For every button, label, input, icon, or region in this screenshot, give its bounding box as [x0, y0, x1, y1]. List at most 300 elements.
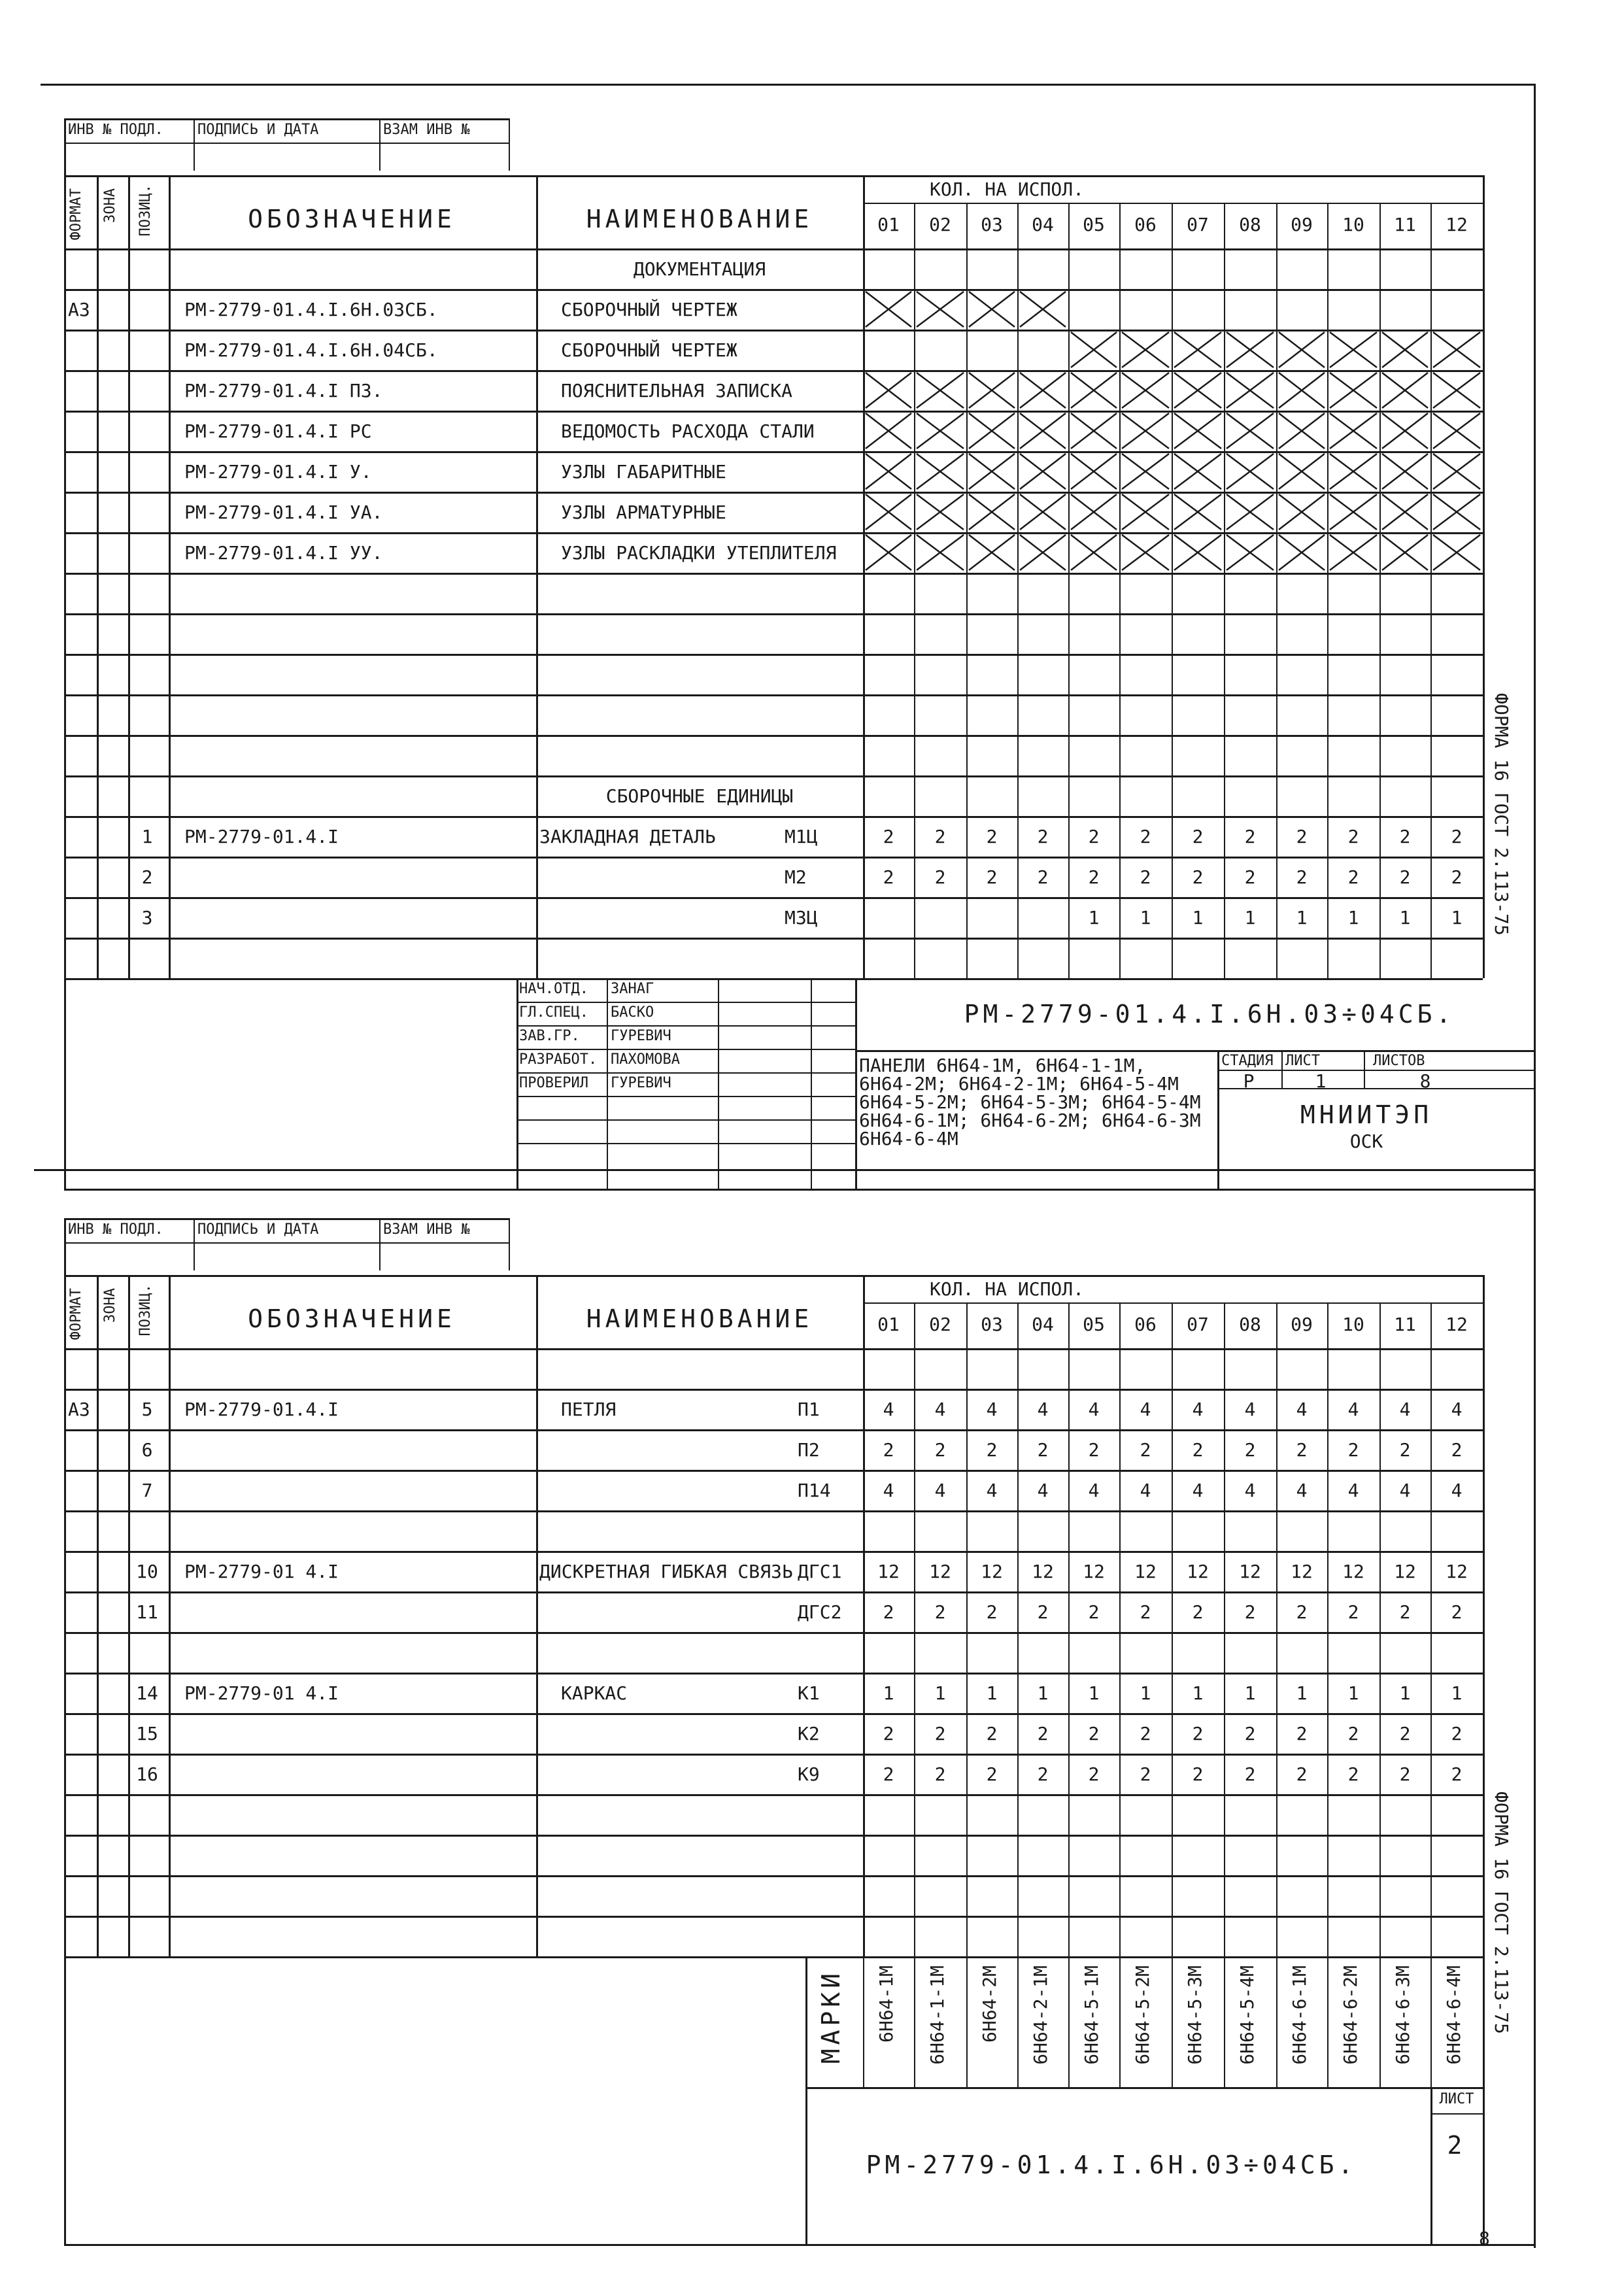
row-poz: 2 [141, 866, 153, 888]
col-vline [1119, 1348, 1121, 1956]
tb-row [516, 1049, 855, 1050]
qty-cell: 2 [934, 1439, 946, 1461]
marki-vline [1068, 1956, 1070, 2087]
table-row [64, 694, 1483, 696]
left-border [64, 978, 66, 1189]
row-name: ДИСКРЕТНАЯ ГИБКАЯ СВЯЗЬ [539, 1561, 793, 1582]
table-vline [863, 1348, 865, 1956]
qty-cell: 2 [1192, 1723, 1204, 1744]
qty-cell: 2 [1399, 1723, 1411, 1744]
qty-cell: 2 [1140, 866, 1151, 888]
col-vline [966, 1348, 968, 1956]
cross-mark [1379, 370, 1430, 411]
cross-mark [1172, 370, 1224, 411]
col-vline [1430, 203, 1432, 248]
tb-list-label: ЛИСТ [1285, 1053, 1320, 1069]
stamp-top [64, 118, 509, 120]
qty-cell: 2 [1296, 1439, 1308, 1461]
stamp-mid [64, 1242, 509, 1244]
table-row [64, 978, 1483, 980]
left-border [64, 1956, 66, 2244]
marki-vline [1172, 1956, 1173, 2087]
tb-description-line: 6Н64-2М; 6Н64-2-1М; 6Н64-5-4М [859, 1073, 1179, 1095]
row-format: А3 [68, 299, 90, 320]
cross-mark [1172, 411, 1224, 451]
header-col-04: 04 [1032, 1314, 1054, 1335]
qty-cell: 12 [929, 1561, 951, 1582]
cross-mark [1327, 370, 1379, 411]
tb-listov: 8 [1419, 1070, 1431, 1092]
kol-divider [863, 203, 1483, 204]
table-vline [1483, 248, 1485, 978]
col-vline [914, 248, 915, 978]
qty-cell: 1 [1347, 907, 1359, 928]
cross-mark [1224, 370, 1276, 411]
row-mark: П14 [798, 1480, 831, 1501]
row-mark: П2 [798, 1439, 820, 1461]
section-assembly-units: СБОРОЧНЫЕ ЕДИНИЦЫ [605, 785, 794, 807]
table-row [64, 1429, 1483, 1431]
cross-mark [1276, 532, 1327, 573]
table-row [64, 1673, 1483, 1674]
col-vline [1172, 1302, 1173, 1348]
table-row [64, 1510, 1483, 1512]
tb-vline [718, 978, 719, 1189]
qty-cell: 2 [1088, 1723, 1100, 1744]
marki-label: МАРКИ [817, 1969, 845, 2064]
tb-row [1217, 1088, 1534, 1089]
tb-org-sub: ОСК [1349, 1130, 1383, 1152]
stamp-div [194, 118, 195, 171]
qty-cell: 2 [1399, 826, 1411, 847]
doc-name: УЗЛЫ ГАБАРИТНЫЕ [561, 461, 726, 483]
header-naimenovanie: НАИМЕНОВАНИЕ [586, 205, 813, 233]
table-row [64, 1348, 1483, 1350]
header-col-12: 12 [1446, 1314, 1468, 1335]
marka-2: 6Н64-1-1М [926, 1965, 948, 2065]
col-vline [914, 203, 915, 248]
qty-cell: 2 [883, 826, 894, 847]
tb-list: 1 [1315, 1070, 1327, 1092]
tb-description-line: 6Н64-6-4М [859, 1128, 958, 1149]
qty-cell: 2 [1347, 1439, 1359, 1461]
doc-name: ВЕДОМОСТЬ РАСХОДА СТАЛИ [561, 420, 815, 442]
cross-mark [966, 451, 1017, 492]
tb-description-line: 6Н64-5-2М; 6Н64-5-3М; 6Н64-5-4М [859, 1091, 1201, 1113]
qty-cell: 2 [1088, 1439, 1100, 1461]
table-vline [169, 1348, 171, 1956]
row-mark: ДГС2 [798, 1601, 842, 1623]
qty-cell: 2 [1347, 866, 1359, 888]
tb-description-line: ПАНЕЛИ 6Н64-1М, 6Н64-1-1М, [859, 1055, 1146, 1076]
cross-mark [863, 532, 914, 573]
table-vline [64, 248, 66, 978]
qty-cell: 2 [1192, 1601, 1204, 1623]
header-col-02: 02 [929, 1314, 951, 1335]
tb-name: ГУРЕВИЧ [611, 1028, 671, 1044]
stamp-div [379, 118, 381, 171]
col-vline [1068, 1348, 1070, 1956]
table-row [64, 1835, 1483, 1837]
header-poz: ПОЗИЦ. [137, 1284, 154, 1336]
col-vline [1379, 1302, 1381, 1348]
table-vline [1483, 1348, 1485, 1956]
cross-mark [863, 451, 914, 492]
qty-cell: 1 [1399, 907, 1411, 928]
table-row [64, 816, 1483, 818]
cross-mark [1430, 492, 1483, 532]
tb-description-line: 6Н64-6-1М; 6Н64-6-2М; 6Н64-6-3М [859, 1110, 1201, 1131]
tb-name: ПАХОМОВА [611, 1051, 680, 1068]
cross-mark [1224, 492, 1276, 532]
cross-mark [914, 532, 966, 573]
row-mark: К9 [798, 1763, 820, 1785]
qty-cell: 1 [1140, 1682, 1151, 1704]
table-row [64, 289, 1483, 291]
qty-cell: 4 [1088, 1399, 1100, 1420]
qty-cell: 4 [1347, 1399, 1359, 1420]
qty-cell: 2 [883, 1439, 894, 1461]
qty-cell: 2 [986, 1763, 998, 1785]
cross-mark [1068, 370, 1119, 411]
header-vline [863, 175, 865, 248]
side-form-label: ФОРМА 16 ГОСТ 2.113-75 [1491, 1792, 1512, 2034]
stamp-div [509, 1218, 510, 1270]
marka-4: 6Н64-2-1М [1030, 1965, 1051, 2065]
tb-row [516, 1143, 855, 1144]
table-row [64, 1591, 1483, 1593]
tb-vline [811, 978, 812, 1189]
list-label: ЛИСТ [1439, 2091, 1474, 2107]
col-vline [1224, 1302, 1225, 1348]
tb-mid [855, 1050, 1534, 1052]
table-vline [536, 248, 538, 978]
qty-cell: 4 [1140, 1399, 1151, 1420]
cross-mark [1327, 330, 1379, 370]
cross-mark [1068, 451, 1119, 492]
cross-mark [1379, 451, 1430, 492]
qty-cell: 2 [1451, 866, 1463, 888]
row-poz: 6 [141, 1439, 153, 1461]
qty-cell: 2 [1399, 1763, 1411, 1785]
marka-6: 6Н64-5-2М [1132, 1965, 1153, 2065]
header-col-06: 06 [1134, 1314, 1157, 1335]
doc-designation: РМ-2779-01.4.I УА. [184, 502, 383, 523]
cross-mark [966, 370, 1017, 411]
col-vline [1068, 203, 1070, 248]
qty-cell: 2 [1140, 826, 1151, 847]
header-col-08: 08 [1239, 1314, 1261, 1335]
qty-cell: 2 [1140, 1439, 1151, 1461]
col-vline [1276, 1302, 1277, 1348]
qty-cell: 1 [1296, 907, 1308, 928]
qty-cell: 2 [1347, 1723, 1359, 1744]
cross-mark [1276, 451, 1327, 492]
header-kol-na-ispol: КОЛ. НА ИСПОЛ. [929, 1278, 1085, 1300]
qty-cell: 2 [883, 866, 894, 888]
qty-cell: 2 [1296, 826, 1308, 847]
header-poz: ПОЗИЦ. [137, 184, 154, 237]
doc-designation: РМ-2779-01.4.I РС [184, 420, 372, 442]
cross-mark [1379, 411, 1430, 451]
col-vline [1379, 203, 1381, 248]
header-col-07: 07 [1187, 1314, 1209, 1335]
qty-cell: 1 [883, 1682, 894, 1704]
qty-cell: 4 [883, 1480, 894, 1501]
cross-mark [1119, 532, 1172, 573]
table-row [64, 1916, 1483, 1918]
col-vline [1276, 1348, 1277, 1956]
table-row [64, 775, 1483, 777]
header-zona: ЗОНА [102, 1288, 118, 1323]
col-vline [1172, 203, 1173, 248]
tb-role: ГЛ.СПЕЦ. [519, 1004, 588, 1021]
row-poz: 11 [136, 1601, 158, 1623]
qty-cell: 12 [877, 1561, 900, 1582]
qty-cell: 2 [1140, 1763, 1151, 1785]
header-col-01: 01 [877, 1314, 900, 1335]
stamp-mid [64, 143, 509, 144]
marki-vline [1276, 1956, 1277, 2087]
col-vline [1017, 203, 1019, 248]
qty-cell: 2 [1296, 1601, 1308, 1623]
qty-cell: 2 [883, 1723, 894, 1744]
qty-cell: 2 [986, 826, 998, 847]
qty-cell: 2 [1451, 1723, 1463, 1744]
stamp-div [379, 1218, 381, 1270]
table-row [64, 897, 1483, 899]
qty-cell: 2 [1347, 1763, 1359, 1785]
row-poz: 16 [136, 1763, 158, 1785]
table-row [64, 1875, 1483, 1877]
doc-designation: РМ-2779-01.4.I.6Н.04СБ. [184, 339, 438, 361]
marka-12: 6Н64-6-4М [1443, 1965, 1464, 2065]
cross-mark [914, 451, 966, 492]
qty-cell: 2 [1192, 1439, 1204, 1461]
cross-mark [1017, 492, 1068, 532]
header-vline [97, 175, 99, 248]
qty-cell: 2 [1244, 826, 1256, 847]
marki-vline [863, 1956, 864, 2087]
qty-cell: 12 [1083, 1561, 1105, 1582]
qty-cell: 2 [1244, 1723, 1256, 1744]
qty-cell: 1 [1140, 907, 1151, 928]
cross-mark [966, 411, 1017, 451]
assy-designation: РМ-2779-01.4.I [184, 826, 339, 847]
qty-cell: 2 [1347, 1601, 1359, 1623]
cross-mark [914, 370, 966, 411]
table-row [64, 857, 1483, 858]
stamp-inv-podl: ИНВ № ПОДЛ. [68, 122, 163, 138]
col-vline [1119, 203, 1121, 248]
row-mark: К1 [798, 1682, 820, 1704]
row-poz: 1 [141, 826, 153, 847]
marka-8: 6Н64-5-4М [1236, 1965, 1258, 2065]
col-vline [966, 1302, 968, 1348]
qty-cell: 4 [1140, 1480, 1151, 1501]
sheet-top-rule [41, 84, 1534, 86]
doc-name: СБОРОЧНЫЙ ЧЕРТЕЖ [561, 299, 737, 320]
qty-cell: 4 [1296, 1399, 1308, 1420]
cross-mark [1224, 330, 1276, 370]
row-name: КАРКАС [561, 1682, 628, 1704]
table-vline [97, 248, 99, 978]
cross-mark [966, 289, 1017, 330]
cross-mark [1017, 451, 1068, 492]
cross-mark [1224, 532, 1276, 573]
tb-vline [855, 978, 857, 1189]
cross-mark [1172, 451, 1224, 492]
qty-cell: 2 [1140, 1723, 1151, 1744]
header-col-10: 10 [1342, 214, 1364, 235]
col-vline [966, 248, 968, 978]
cross-mark [1119, 451, 1172, 492]
cross-mark [1327, 451, 1379, 492]
qty-cell: 2 [986, 1601, 998, 1623]
header-col-09: 09 [1291, 214, 1313, 235]
header-vline [128, 175, 130, 248]
header-col-02: 02 [929, 214, 951, 235]
qty-cell: 2 [934, 826, 946, 847]
qty-cell: 1 [1192, 1682, 1204, 1704]
side-form-label: ФОРМА 16 ГОСТ 2.113-75 [1491, 693, 1512, 936]
header-col-06: 06 [1134, 214, 1157, 235]
qty-cell: 4 [883, 1399, 894, 1420]
header-col-10: 10 [1342, 1314, 1364, 1335]
header-top [64, 1275, 1483, 1277]
qty-cell: 2 [1037, 1601, 1049, 1623]
table-vline [64, 1348, 66, 1956]
col-vline [1017, 248, 1019, 978]
sheet2-code: РМ-2779-01.4.I.6Н.03÷04СБ. [866, 2150, 1357, 2179]
right-inner-border [1483, 1956, 1485, 2244]
col-vline [1119, 1302, 1121, 1348]
header-col-11: 11 [1394, 214, 1416, 235]
doc-name: СБОРОЧНЫЙ ЧЕРТЕЖ [561, 339, 737, 361]
tb-row [516, 1072, 855, 1074]
cross-mark [863, 370, 914, 411]
qty-cell: 2 [934, 1763, 946, 1785]
col-vline [914, 1348, 915, 1956]
header-col-05: 05 [1083, 214, 1105, 235]
tb-role: ЗАВ.ГР. [519, 1028, 580, 1044]
assy-name: ЗАКЛАДНАЯ ДЕТАЛЬ [539, 826, 716, 847]
marki-vline [914, 1956, 915, 2087]
cross-mark [1119, 411, 1172, 451]
tb-listov-label: ЛИСТОВ [1373, 1053, 1425, 1069]
cross-mark [1017, 532, 1068, 573]
marka-1: 6Н64-1М [875, 1965, 897, 2043]
cross-mark [1068, 532, 1119, 573]
cross-mark [966, 492, 1017, 532]
header-kol-na-ispol: КОЛ. НА ИСПОЛ. [929, 178, 1085, 200]
qty-cell: 12 [1394, 1561, 1416, 1582]
tb-row [516, 1025, 855, 1027]
header-vline [169, 175, 171, 248]
cross-mark [1276, 492, 1327, 532]
cross-mark [863, 289, 914, 330]
stamp-inv-podl: ИНВ № ПОДЛ. [68, 1221, 163, 1238]
qty-cell: 1 [1088, 1682, 1100, 1704]
marki-vline [1017, 1956, 1019, 2087]
tb-vline [1364, 1050, 1365, 1088]
qty-cell: 4 [1244, 1399, 1256, 1420]
qty-cell: 2 [1192, 866, 1204, 888]
cross-mark [1276, 411, 1327, 451]
qty-cell: 4 [986, 1480, 998, 1501]
cross-mark [1119, 370, 1172, 411]
col-vline [1224, 203, 1225, 248]
table-vline [169, 248, 171, 978]
row-poz: 15 [136, 1723, 158, 1744]
qty-cell: 2 [1037, 826, 1049, 847]
assy-mark: М2 [785, 866, 807, 888]
qty-cell: 4 [1296, 1480, 1308, 1501]
assy-mark: М3Ц [785, 907, 818, 928]
qty-cell: 2 [883, 1763, 894, 1785]
qty-cell: 12 [1342, 1561, 1364, 1582]
stamp-top [64, 1218, 509, 1220]
col-vline [1430, 1302, 1432, 1348]
col-vline [1327, 1302, 1328, 1348]
marka-9: 6Н64-6-1М [1289, 1965, 1310, 2065]
doc-designation: РМ-2779-01.4.I У. [184, 461, 372, 483]
header-oboznachenie: ОБОЗНАЧЕНИЕ [248, 205, 456, 233]
table-vline [536, 1348, 538, 1956]
marki-bottom [805, 2087, 1483, 2089]
cross-mark [1327, 532, 1379, 573]
row-mark: П1 [798, 1399, 820, 1420]
qty-cell: 2 [1451, 826, 1463, 847]
qty-cell: 2 [1244, 866, 1256, 888]
header-top [64, 175, 1483, 177]
qty-cell: 2 [883, 1601, 894, 1623]
qty-cell: 4 [1037, 1480, 1049, 1501]
header-vline [128, 1275, 130, 1348]
qty-cell: 1 [1451, 1682, 1463, 1704]
tb-role: РАЗРАБОТ. [519, 1051, 598, 1068]
header-format: ФОРМАТ [68, 1288, 84, 1340]
qty-cell: 2 [1088, 866, 1100, 888]
qty-cell: 2 [1192, 826, 1204, 847]
stamp-left [64, 118, 66, 269]
tb-org: МНИИТЭП [1300, 1100, 1433, 1129]
qty-cell: 2 [1088, 826, 1100, 847]
stamp-podpis-data: ПОДПИСЬ И ДАТА [197, 122, 319, 138]
cross-mark [863, 411, 914, 451]
table-row [64, 613, 1483, 615]
qty-cell: 12 [1032, 1561, 1054, 1582]
qty-cell: 2 [1296, 866, 1308, 888]
qty-cell: 4 [1399, 1480, 1411, 1501]
list-divider [1430, 2113, 1483, 2115]
cross-mark [1068, 411, 1119, 451]
qty-cell: 4 [1399, 1399, 1411, 1420]
cross-mark [1068, 492, 1119, 532]
tb-vline [1281, 1050, 1283, 1088]
qty-cell: 2 [1244, 1439, 1256, 1461]
doc-name: УЗЛЫ РАСКЛАДКИ УТЕПЛИТЕЛЯ [561, 542, 837, 564]
table-row [64, 1713, 1483, 1715]
qty-cell: 2 [986, 1439, 998, 1461]
header-col-12: 12 [1446, 214, 1468, 235]
qty-cell: 12 [1239, 1561, 1261, 1582]
qty-cell: 2 [1037, 866, 1049, 888]
cross-mark [966, 532, 1017, 573]
table-row [64, 573, 1483, 575]
cross-mark [1276, 370, 1327, 411]
qty-cell: 4 [1037, 1399, 1049, 1420]
